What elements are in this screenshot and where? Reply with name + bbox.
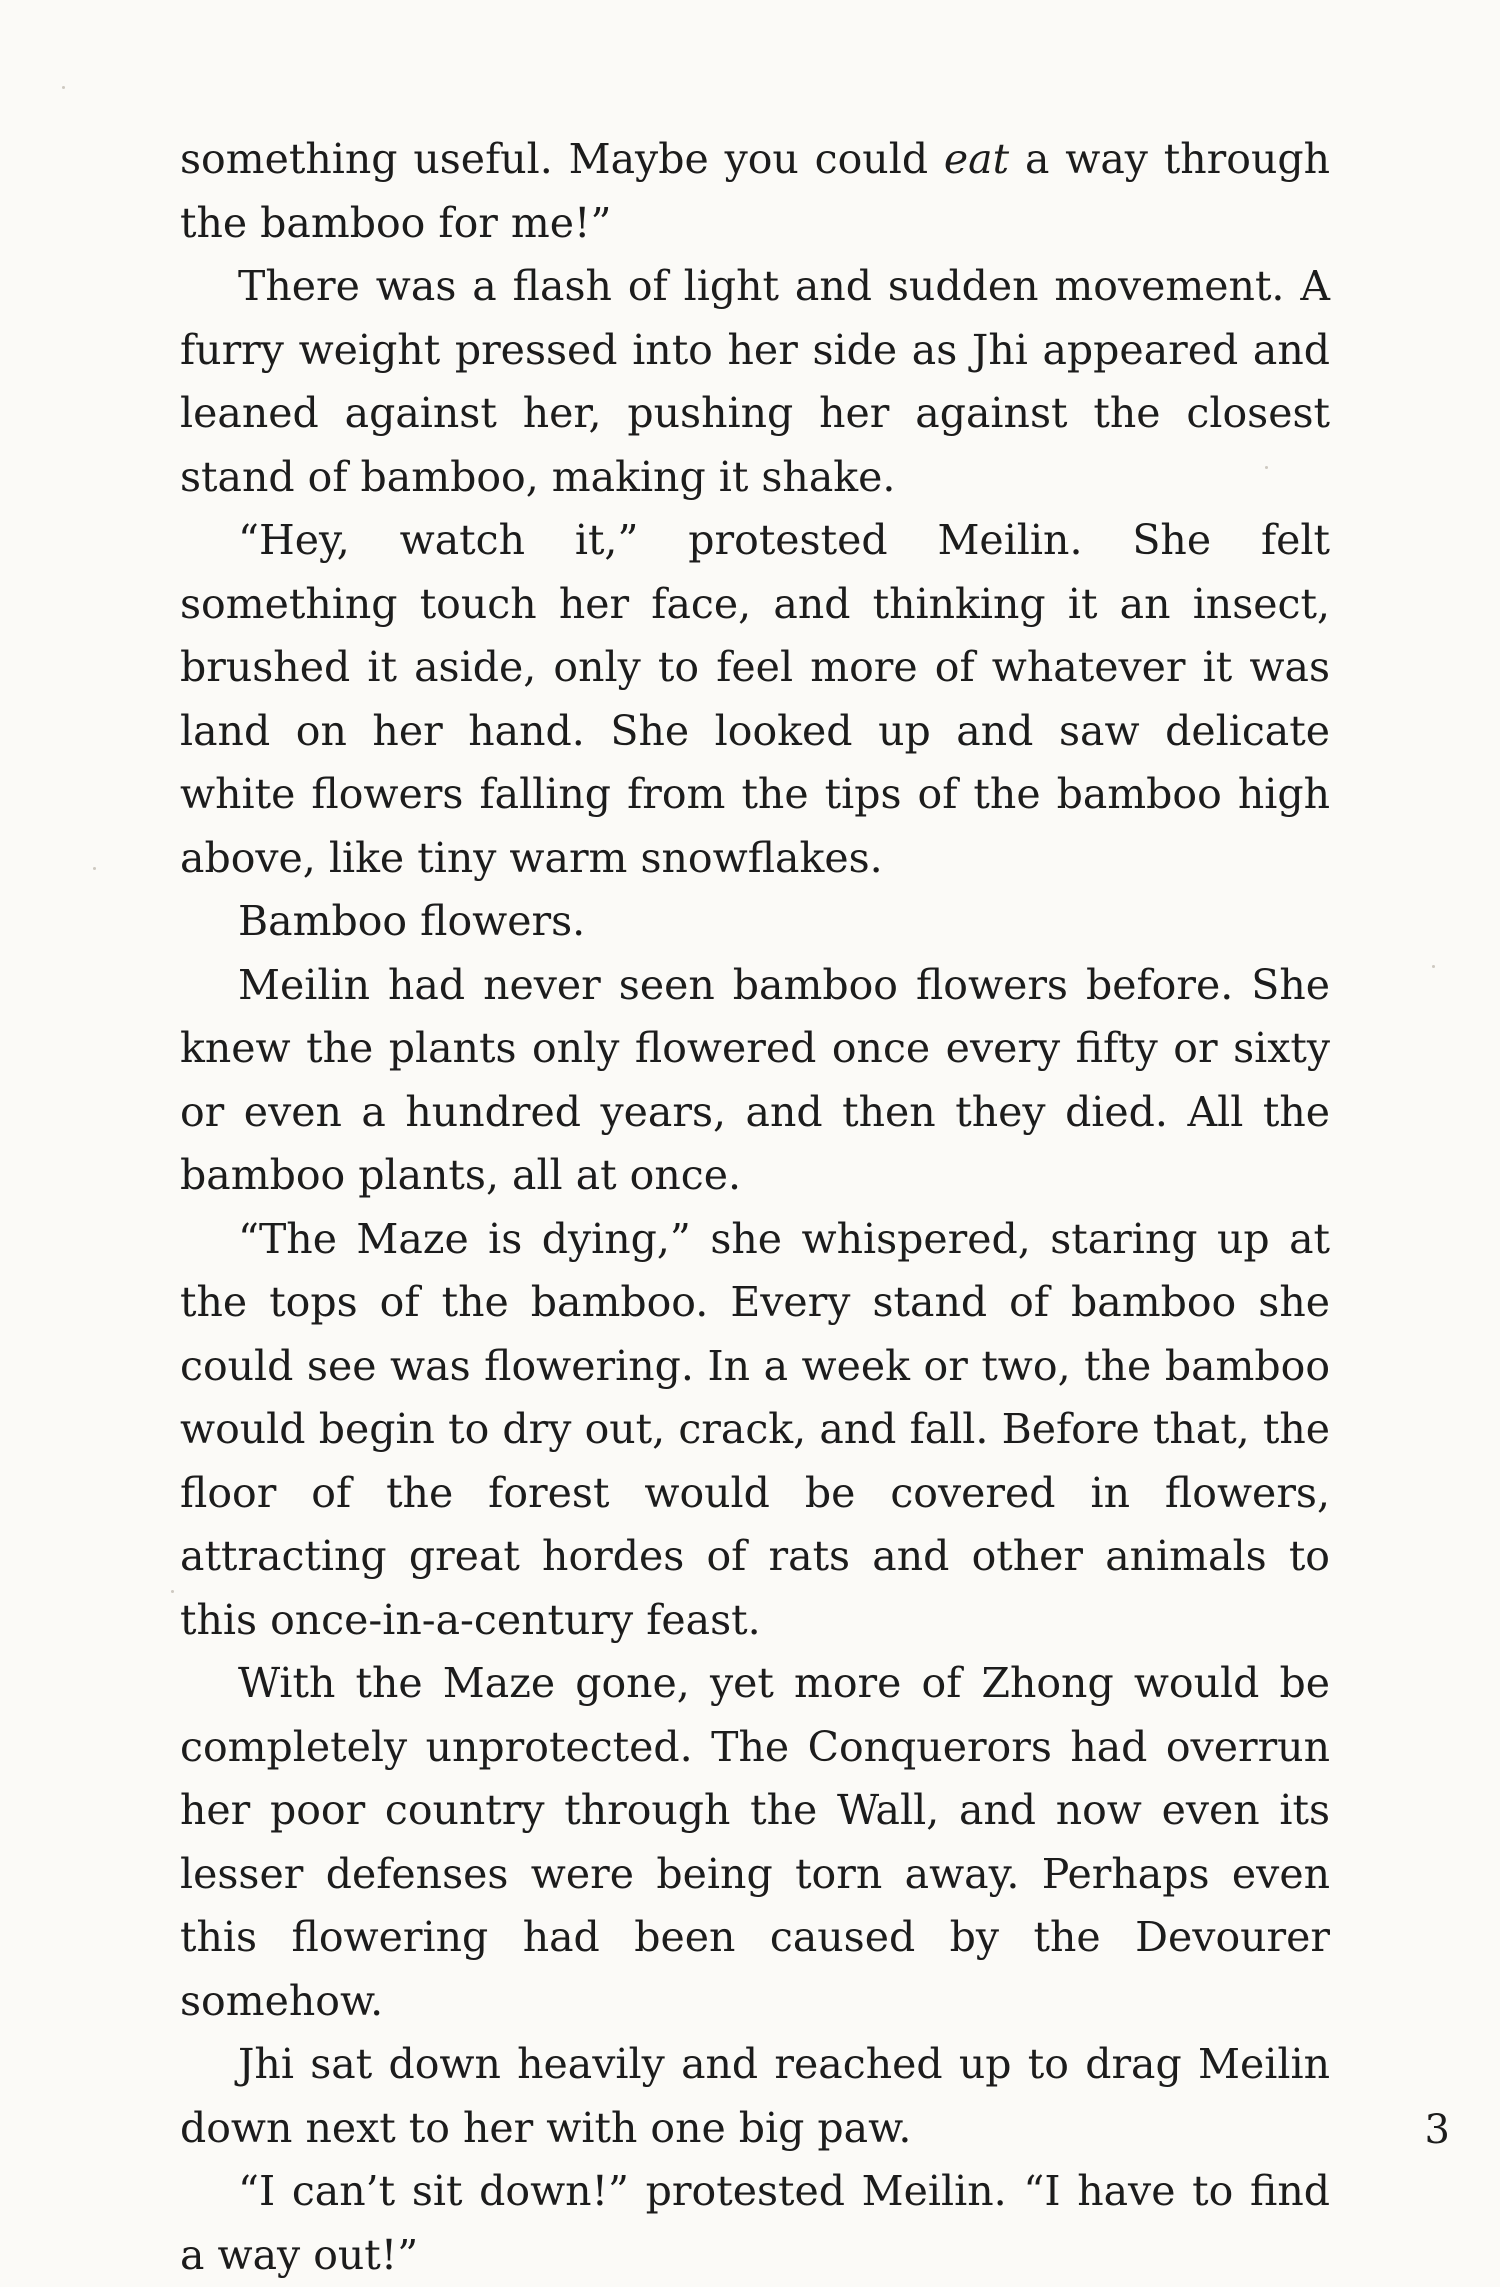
paper-speck — [1265, 466, 1268, 469]
paragraph-5: Meilin had never seen bamboo flowers before. She knew the plants only flowered once every fifty or sixty or even a hundred years, and then they died. All the bamboo plants, all at once. — [180, 960, 1330, 1199]
paragraph-1-after: a way through the bamboo for me!” — [180, 135, 1330, 247]
paragraph-1 — [180, 128, 1330, 255]
paper-speck — [93, 867, 96, 870]
paragraph-4: Bamboo flowers. — [238, 897, 586, 945]
paper-speck — [171, 1590, 174, 1593]
paper-speck — [62, 86, 65, 89]
paragraph-2: There was a flash of light and sudden movement. A furry weight pressed into her side as Jhi appeared and leaned against her, pushing her against the closest stand of bamboo, making it shake. — [180, 262, 1330, 501]
paragraph-7: With the Maze gone, yet more of Zhong would be completely unprotected. The Conquerors had overrun her poor country through the Wall, and now even its lesser defenses were being torn away. Perhaps even this flowering had been caused by the Devourer somehow. — [180, 1659, 1330, 2025]
paper-speck — [1432, 965, 1435, 968]
book-page-body — [180, 128, 1330, 2287]
paragraph-6: “The Maze is dying,” she whispered, staring up at the tops of the bamboo. Every stand of bamboo she could see was flowering. In a week or two, the bamboo would begin to dry out, crack, and fall. Before that, the floor of the forest would be covered in flowers, attracting great hordes of rats and other animals to this once-in-a-century feast. — [180, 1214, 1330, 1644]
emphasis-word: eat — [943, 135, 1010, 183]
paragraph-9: “I can’t sit down!” protested Meilin. “I have to find a way out!” — [180, 2167, 1330, 2279]
page-number: 3 — [1424, 2107, 1450, 2153]
paragraph-3: “Hey, watch it,” protested Meilin. She felt something touch her face, and thinking it an insect, brushed it aside, only to feel more of whatever it was land on her hand. She looked up and saw delicate white flowers falling from the tips of the bamboo high above, like tiny warm snowflakes. — [180, 516, 1330, 882]
paragraph-8: Jhi sat down heavily and reached up to drag Meilin down next to her with one big paw. — [180, 2040, 1330, 2152]
paragraph-1-before: something useful. Maybe you could — [180, 135, 944, 183]
